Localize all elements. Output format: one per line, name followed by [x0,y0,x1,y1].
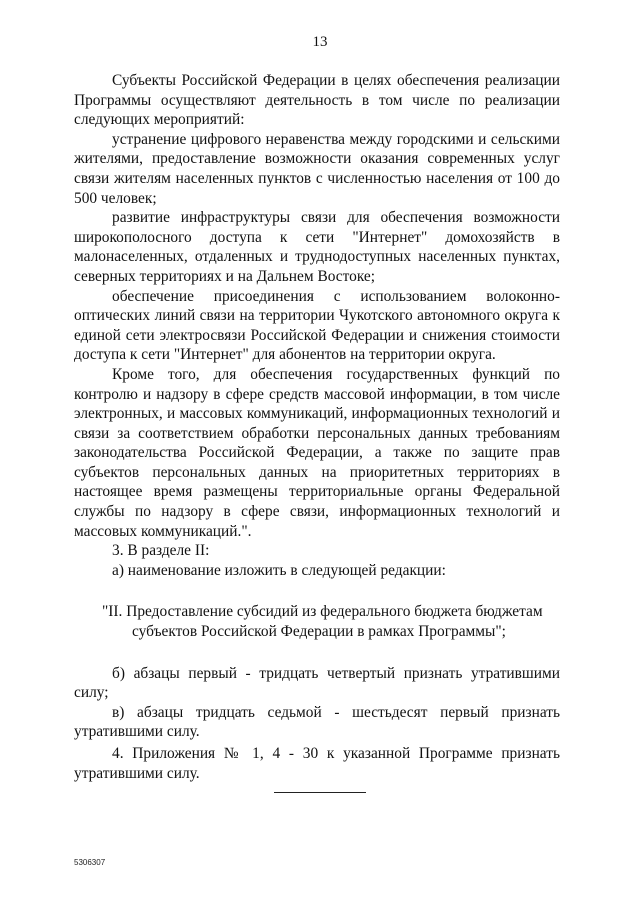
paragraph-item-a: а) наименование изложить в следующей редакции: [112,561,446,579]
document-body [74,71,560,783]
document-code: 5306307 [74,858,106,867]
paragraph-appendices: 4. Приложения № 1, 4 - 30 к указанной Программе признать утратившими силу. [74,745,560,782]
paragraph-digital-inequality: устранение цифрового неравенства между городскими и сельскими жителями, предоставление возможности оказания современных услуг связи жителям населенных пунктов с численностью населения от 100 до 500 человек; [74,130,560,207]
paragraph-section-ii: 3. В разделе II: [112,542,210,560]
heading-line-1: "II. Предоставление субсидий из федерального бюджета бюджетам [102,603,543,621]
end-divider [274,792,366,793]
paragraph-territorial-bodies: Кроме того, для обеспечения государственных функций по контролю и надзору в сфере средств массовой информации, в том числе электронных, и массовых коммуникаций, информационных технологий и связи за соответствием обработки персональных данных требованиям законодательства Российской Федерации, а также по защите прав субъектов персональных данных на приоритетных территориях в настоящее время размещены территориальные органы Федеральной службы по надзору в сфере связи, информационных технологий и массовых коммуникаций.". [74,365,560,540]
paragraph-item-v: в) абзацы тридцать седьмой - шестьдесят первый признать утратившими силу. [74,703,560,741]
quoted-section-heading [74,602,560,641]
paragraph-chukotka: обеспечение присоединения с использованием волоконно-оптических линий связи на территории Чукотского автономного округа к единой сети электросвязи Российской Федерации и снижения стоимости доступа к сети "Интернет" для абонентов на территории округа. [74,287,560,364]
page-number: 13 [312,34,328,50]
paragraph-infrastructure: развитие инфраструктуры связи для обеспечения возможности широкополосного доступа к сети "Интернет" домохозяйств в малонаселенных, отдаленных и труднодоступных населенных пунктах, северных территориях и на Дальнем Востоке; [74,209,560,285]
paragraph-intro: Субъекты Российской Федерации в целях обеспечения реализации Программы осуществляют деятельность в том числе по реализации следующих мероприятий: [74,72,560,129]
paragraph-item-b: б) абзацы первый - тридцать четвертый признать утратившими силу; [74,664,560,702]
heading-line-2: субъектов Российской Федерации в рамках Программы"; [132,623,506,641]
